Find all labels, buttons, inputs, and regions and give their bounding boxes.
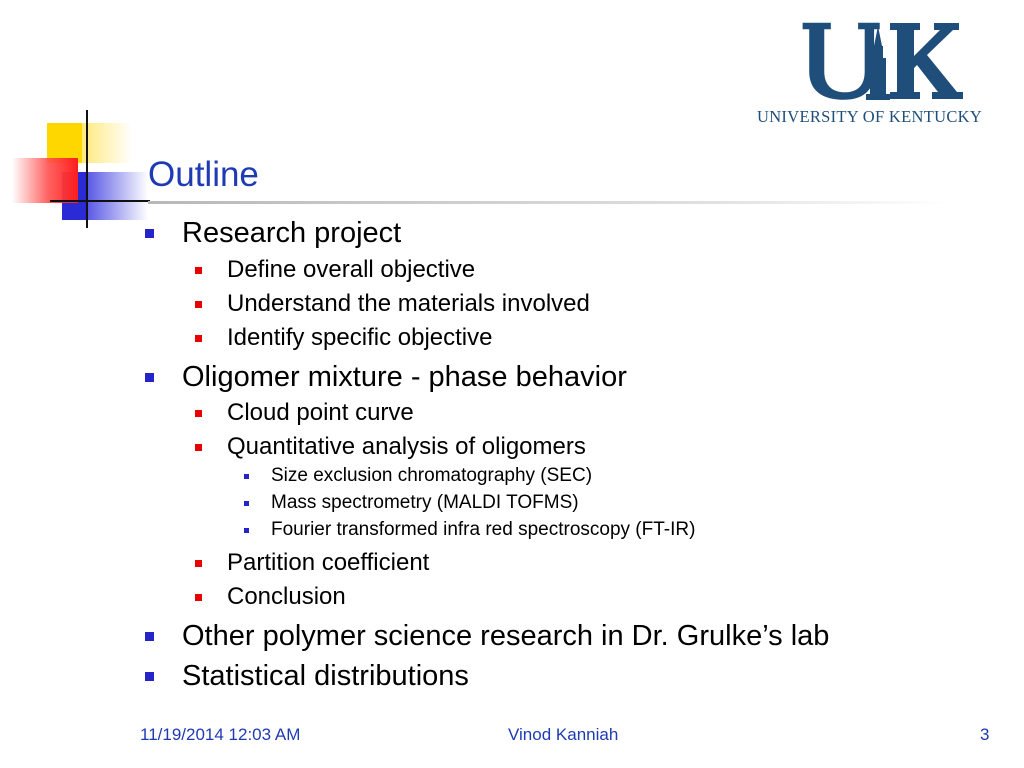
bullet-square-icon [195, 594, 202, 601]
bullet-square-icon [195, 335, 202, 342]
outline-item-level2 [227, 583, 346, 611]
university-name: UNIVERSITY OF KENTUCKY [757, 107, 983, 126]
outline-item-text: Identify specific objective [227, 324, 493, 351]
decor-vertical-line [86, 110, 88, 228]
decor-horizontal-line [50, 200, 150, 202]
outline-item-text: Oligomer mixture - phase behavior [182, 361, 627, 393]
outline-item-level1 [182, 216, 401, 250]
bullet-square-icon [195, 301, 202, 308]
outline-item-level3 [271, 465, 592, 487]
outline-item-level2 [227, 256, 475, 284]
decor-red-square [12, 158, 78, 203]
outline-item-text: Understand the materials involved [227, 290, 590, 317]
outline-item-level3 [271, 519, 695, 541]
slide-title: Outline [148, 155, 259, 194]
outline-item-level1 [182, 659, 469, 693]
footer-author: Vinod Kanniah [508, 725, 619, 744]
bullet-square-icon [145, 229, 154, 238]
outline-item-level2 [227, 324, 492, 352]
bullet-square-icon [145, 632, 154, 641]
outline-item-level2 [227, 290, 590, 318]
bullet-square-icon [195, 444, 202, 451]
decor-yellow-fade [82, 123, 132, 163]
outline-item-text: Other polymer science research in Dr. Grulke’s lab [182, 620, 830, 652]
outline-item-level1 [182, 360, 627, 394]
bullet-square-icon [195, 410, 202, 417]
bullet-square-icon [145, 672, 154, 681]
outline-item-text: Conclusion [227, 583, 346, 610]
outline-item-text: Research project [182, 217, 402, 249]
outline-item-text: Fourier transformed infra red spectroscopy (FT-IR) [271, 519, 696, 540]
outline-item-level2 [227, 549, 429, 577]
bullet-square-icon [195, 560, 202, 567]
outline-item-text: Quantitative analysis of oligomers [227, 433, 586, 460]
bullet-square-icon [145, 373, 154, 382]
outline-item-text: Statistical distributions [182, 660, 469, 692]
title-underline [148, 201, 948, 204]
bullet-square-icon [244, 501, 249, 506]
outline-item-text: Mass spectrometry (MALDI TOFMS) [271, 492, 579, 513]
outline-item-level2 [227, 433, 586, 461]
bullet-square-icon [244, 474, 249, 479]
bullet-square-icon [244, 528, 249, 533]
outline-item-level2 [227, 399, 414, 427]
outline-item-text: Define overall objective [227, 256, 476, 283]
outline-item-level3 [271, 492, 579, 514]
footer-date: 11/19/2014 12:03 AM [140, 725, 301, 744]
outline-item-text: Size exclusion chromatography (SEC) [271, 465, 593, 486]
outline-item-text: Partition coefficient [227, 549, 430, 576]
page-number: 3 [980, 725, 990, 744]
decor-yellow-square [47, 123, 82, 163]
outline-item-text: Cloud point curve [227, 399, 414, 426]
decor-blue-fade [88, 172, 148, 220]
outline-item-level1 [182, 619, 829, 653]
bullet-square-icon [195, 267, 202, 274]
